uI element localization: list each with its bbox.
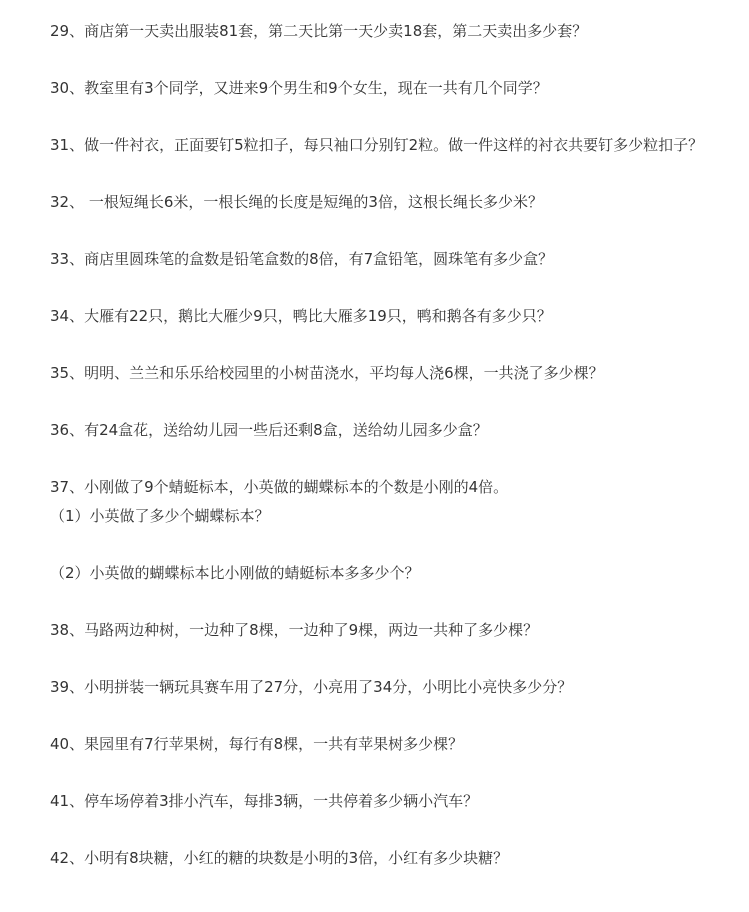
question-list [50,17,712,901]
question-37-part-2: （2）小英做的蝴蝶标本比小刚做的蜻蜓标本多多少个？ [50,564,420,582]
question-35: 35、明明、兰兰和乐乐给校园里的小树苗浇水，平均每人浇6棵，一共浇了多少棵？ [50,364,604,382]
question-37-part-1: （1）小英做了多少个蝴蝶标本？ [50,507,270,525]
question-42: 42、小明有8块糖，小红的糖的块数是小明的3倍，小红有多少块糖？ [50,849,509,867]
question-33: 33、商店里圆珠笔的盒数是铅笔盒数的8倍，有7盒铅笔，圆珠笔有多少盒？ [50,250,554,268]
question-34: 34、大雁有22只，鹅比大雁少9只，鸭比大雁多19只，鸭和鹅各有多少只？ [50,307,552,325]
question-32: 32、 一根短绳长6米，一根长绳的长度是短绳的3倍，这根长绳长多少米？ [50,193,543,211]
question-39: 39、小明拼装一辆玩具赛车用了27分，小亮用了34分，小明比小亮快多少分？ [50,678,573,696]
question-41: 41、停车场停着3排小汽车，每排3辆，一共停着多少辆小汽车？ [50,792,479,810]
question-31: 31、做一件衬衣，正面要钉5粒扣子，每只袖口分别钉2粒。做一件这样的衬衣共要钉多少粒扣子？ [50,136,704,154]
question-40: 40、果园里有7行苹果树，每行有8棵，一共有苹果树多少棵？ [50,735,464,753]
question-29: 29、商店第一天卖出服装81套，第二天比第一天少卖18套，第二天卖出多少套？ [50,22,588,40]
question-37: 37、小刚做了9个蜻蜓标本，小英做的蝴蝶标本的个数是小刚的4倍。 [50,478,509,496]
question-30: 30、教室里有3个同学，又进来9个男生和9个女生，现在一共有几个同学？ [50,79,548,97]
question-38: 38、马路两边种树，一边种了8棵，一边种了9棵，两边一共种了多少棵？ [50,621,539,639]
question-36: 36、有24盒花，送给幼儿园一些后还剩8盒，送给幼儿园多少盒？ [50,421,488,439]
